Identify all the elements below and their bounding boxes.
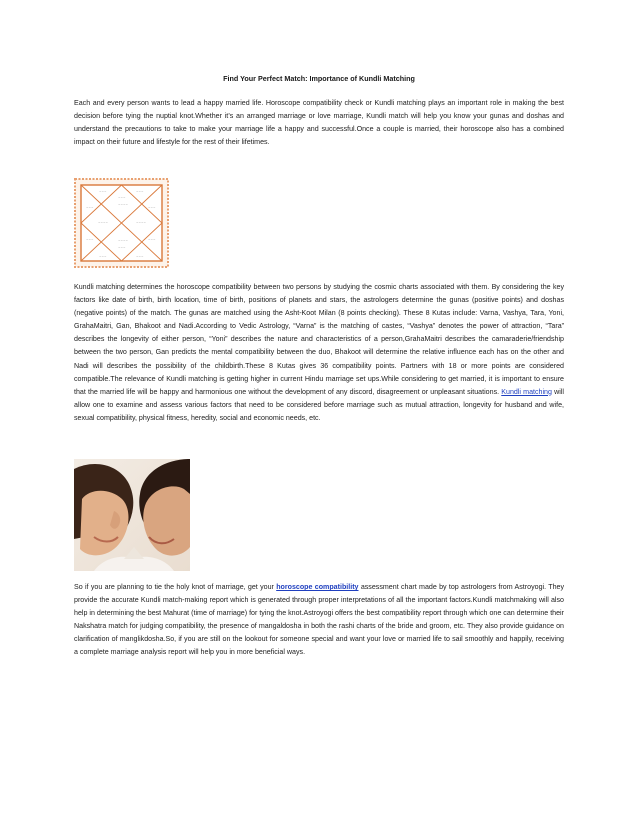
svg-text:~~~~: ~~~~ <box>118 238 129 242</box>
svg-text:~~~: ~~~ <box>118 245 126 249</box>
svg-text:~~~: ~~~ <box>86 205 94 209</box>
svg-text:~~~: ~~~ <box>99 254 107 258</box>
kundli-chart-illustration <box>74 178 169 268</box>
horoscope-compatibility-link[interactable]: horoscope compatibility <box>276 583 359 591</box>
svg-text:~~~: ~~~ <box>86 237 94 241</box>
couple-photo-icon <box>74 459 190 571</box>
conclusion-head: So if you are planning to tie the holy knot of marriage, get your <box>74 583 277 591</box>
kundli-details-text: Kundli matching determines the horoscope compatibility between two persons by studying the cosmic charts associated with them. By considering the key factors like date of birth, birth location, time of birth, positions of planets and stars, the astrologers determine the gunas (positive points) and doshas (negative points) of the match. The gunas are matched using the Asht-Koot Milan (8 points checking). These 8 Kutas include: Varna, Vashya, Tara, Yoni, GrahaMaitri, Gan, Bhakoot and Nadi.According to Vedic Astrology, “Varna” is the matching of castes, “Vashya” denotes the power of attraction, “Tara” describes the longevity of either person, “Yoni” describes the nature and characteristics of a person,GrahaMaitri describes the camaraderie/friendship between the two person, Gan predicts the mental compatibility between the duo, Bhakoot will determine the relative influence each has on the other and Nadi will describes the possibility of the childbirth.These 8 Kutas gives 36 compatibility points. Partners with 18 or more points are considered compatible.The relevance of Kundli matching is getting higher in current Hindu marriage set ups.While considering to get married, it is important to ensure that the married life will be happy and harmonious one without the development of any discord, disagreement or unpleasant situations. <box>74 283 564 396</box>
svg-text:~~~~: ~~~~ <box>98 220 109 224</box>
svg-text:~~~: ~~~ <box>118 195 126 199</box>
svg-text:~~~: ~~~ <box>136 254 144 258</box>
kundli-matching-link[interactable]: Kundli matching <box>501 387 552 396</box>
conclusion-tail: assessment chart made by top astrologers from Astroyogi. They provide the accurate Kundli match-making report which is generated through proper interpretations of all the important factors.Kundli matchmaking will also help in determining the best Mahurat (time of marriage) for tying the knot.Astroyogi offers the best compatibility report through which one can determine their Nakshatra match for judging compatibility, the presence of mangaldosha in both the rashi charts of the bride and groom, etc. They also provide guidance on clarification of manglikdosha.So, if you are still on the lookout for someone special and want your love or married life to sail smoothly and happily, receiving a complete marriage analysis report will help you in more beneficial ways. <box>74 583 565 657</box>
couple-photo <box>74 459 190 571</box>
intro-paragraph: Each and every person wants to lead a happy married life. Horoscope compatibility check or Kundli matching plays an important role in making the best decision before tying the nuptial knot.Whether it’s an arranged marriage or love marriage, Kundli match will help you know your gunas and doshas and understand the precautions to take to make your marriage life a happy and successful.Once a couple is married, their horoscope also has a combined impact on their future and lifestyle for the rest of their lifetimes. <box>74 99 564 147</box>
svg-text:~~~~: ~~~~ <box>136 220 147 224</box>
svg-text:~~~: ~~~ <box>136 189 144 193</box>
kundli-details-paragraph <box>74 281 564 425</box>
page-title: Find Your Perfect Match: Importance of Kundli Matching <box>223 74 415 83</box>
kundli-chart-icon <box>74 178 169 268</box>
svg-text:~~~: ~~~ <box>148 205 156 209</box>
kundli-details-tail: will allow one to examine and assess various factors that need to be considered before marriage such as mutual attraction, longevity for husband and wife, sexual compatibility, physical fitness, heredity, social and economic needs, etc. <box>74 387 564 422</box>
svg-text:~~~: ~~~ <box>148 237 156 241</box>
conclusion-paragraph <box>74 581 564 660</box>
svg-text:~~~: ~~~ <box>99 189 107 193</box>
svg-text:~~~~: ~~~~ <box>118 202 129 206</box>
